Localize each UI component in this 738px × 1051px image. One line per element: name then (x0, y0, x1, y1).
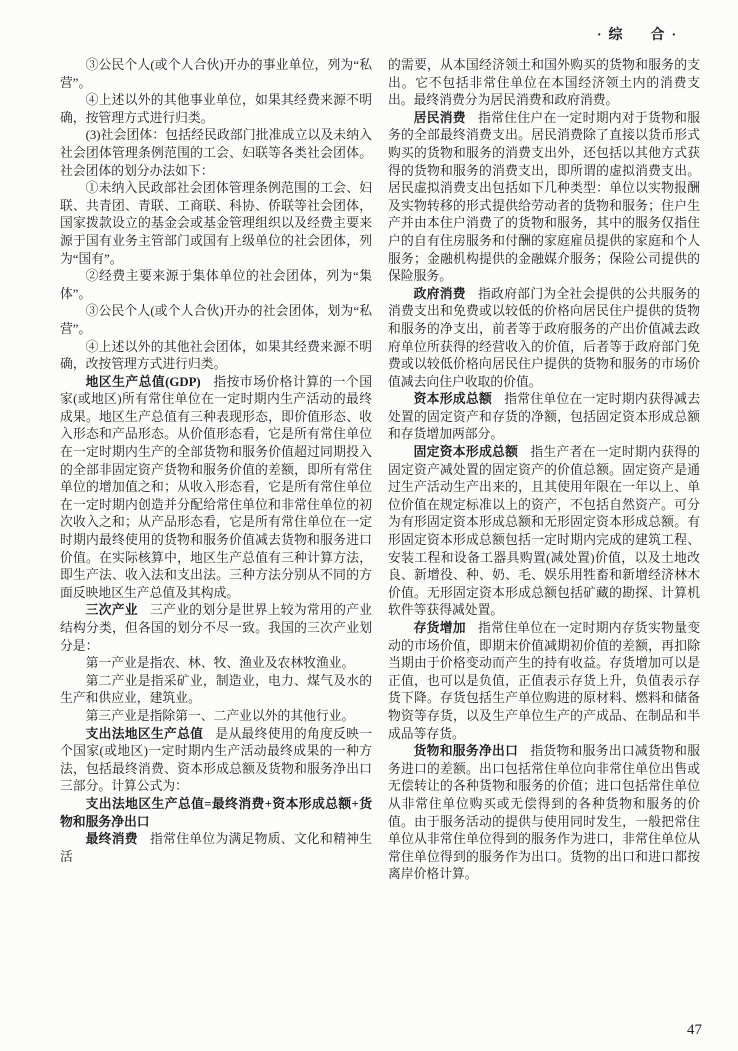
paragraph: 第二产业是指采矿业，制造业，电力、煤气及水的生产和供应业，建筑业。 (60, 673, 372, 706)
entry-term: 政府消费 (413, 286, 466, 301)
glossary-entry: 资本形成总额 指常住单位在一定时期内获得减去处置的固定资产和存货的净额，包括固定资本形成总额和存货增加两部分。 (388, 392, 701, 442)
entry-term: 居民消费 (413, 110, 466, 125)
glossary-entry: 最终消费 指常住单位为满足物质、文化和精神生活 (60, 832, 373, 864)
two-column-text-body (60, 57, 700, 884)
entry-term: 资本形成总额 (413, 392, 493, 407)
page-number: 47 (687, 1022, 702, 1038)
section-header: ·综 合· (596, 28, 684, 43)
left-column (60, 57, 372, 884)
entry-term: 支出法地区生产总值 (85, 726, 204, 741)
right-column (388, 57, 700, 884)
paragraph: ④上述以外的其他事业单位，如果其经费来源不明确，按管理方式进行归类。 (60, 93, 372, 125)
paragraph: ③公民个人(或个人合伙)开办的社会团体，划为“私营”。 (60, 304, 372, 336)
paragraph: 第三产业是指除第一、二产业以外的其他行业。 (85, 708, 355, 723)
glossary-entry: 居民消费 指常住住户在一定时期内对于货物和服务的全部最终消费支出。居民消费除了直接以货币形式购买的货物和服务的消费支出外，还包括以其他方式获得的货物和服务的消费支出，即所谓的虚拟消费支出。居民虚拟消费支出包括如下几种类型：单位以实物报酬及实物转移的形式提供给劳动者的货物和服务；住户生产并由本住户消费了的货物和服务，其中的服务仅指住户的自有住房服务和付酬的家庭雇员提供的家庭和个人服务；金融机构提供的金融媒介服务；保险公司提供的保险服务。 (388, 110, 701, 284)
glossary-entry: 地区生产总值(GDP) 指按市场价格计算的一个国家(或地区)所有常住单位在一定时期内生产活动的最终成果。地区生产总值有三种表现形态，即价值形态、收入形态和产品形态。从价值形态看，它是所有常住单位在一定时期内生产的全部货物和服务价值超过同期投入的全部非固定资产货物和服务价值的差额，即所有常住单位的增加值之和；从收入形态看，它是所有常住单位在一定时期内创造并分配给常住单位和非常住单位的初次收入之和；从产品形态看，它是所有常住单位在一定时期内最终使用的货物和服务价值减去货物和服务进口价值。在实际核算中，地区生产总值有三种计算方法，即生产法、收入法和支出法。三种方法分别从不同的方面反映地区生产总值及其构成。 (60, 374, 372, 600)
paragraph: 第一产业是指农、林、牧、渔业及农林牧渔业。 (85, 656, 355, 671)
paragraph: ④上述以外的其他社会团体，如果其经费来源不明确，改按管理方式进行归类。 (60, 339, 372, 372)
glossary-entry: 支出法地区生产总值 是从最终使用的角度反映一个国家(或地区)一定时期内生产活动最终成果的一种方法，包括最终消费、资本形成总额及货物和服务净出口三部分。计算公式为： (60, 726, 373, 794)
entry-term: 货物和服务净出口 (413, 744, 519, 759)
entry-term: 地区生产总值(GDP) (85, 374, 201, 389)
entry-term: 三次产业 (85, 603, 138, 618)
paragraph: ③公民个人(或个人合伙)开办的事业单位，列为“私营”。 (60, 58, 372, 90)
entry-term: 固定资本形成总额 (413, 445, 519, 460)
entry-term: 最终消费 (85, 832, 138, 847)
paragraph: ②经费主要来源于集体单位的社会团体，列为“集体”。 (60, 269, 372, 301)
glossary-entry: 固定资本形成总额 指生产者在一定时期内获得的固定资产减处置的固定资产的价值总额。固定资产是通过生产活动生产出来的，且其使用年限在一年以上、单位价值在规定标准以上的资产，不包括自然资产。可分为有形固定资本形成总额和无形固定资本形成总额。有形固定资本形成总额包括一定时期内完成的建筑工程、安装工程和设备工器具购置(减处置)价值，以及土地改良、新增役、种、奶、毛、娱乐用牲畜和新增经济林木价值。无形固定资本形成总额包括矿藏的勘探、计算机软件等获得减处置。 (388, 445, 701, 618)
paragraph: (3)社会团体：包括经民政部门批准成立以及未纳入社会团体管理条例范围的工会、妇联等各类社会团体。社会团体的划分办法如下： (60, 128, 372, 178)
glossary-entry: 三次产业 三产业的划分是世界上较为常用的产业结构分类，但各国的划分不尽一致。我国的三次产业划分是： (60, 603, 373, 653)
glossary-entry: 存货增加 指常住单位在一定时期内存货实物量变动的市场价值，即期末价值减期初价值的差额，再扣除当期由于价格变动而产生的持有收益。存货增加可以是正值，也可以是负值，正值表示存货上升，负值表示存货下降。存货包括生产单位购进的原材料、燃料和储备物资等存货，以及生产单位生产的产成品、在制品和半成品等存货。 (388, 621, 701, 741)
paragraph: ①未纳入民政部社会团体管理条例范围的工会、妇联、共青团、青联、工商联、科协、侨联等社会团体，国家拨款设立的基金会或基金管理组织以及经费主要来源于国有业务主管部门或国有上级单位的社会团体，列为“国有”。 (60, 181, 372, 266)
glossary-entry: 货物和服务净出口 指货物和服务出口减货物和服务进口的差额。出口包括常住单位向非常住单位出售或无偿转让的各种货物和服务的价值；进口包括常住单位从非常住单位购买或无偿得到的各种货物和服务的价值。由于服务活动的提供与使用同时发生，一般把常住单位从非常住单位得到的服务作为进口，非常住单位从常住单位得到的服务作为出口。货物的出口和进口都按离岸价格计算。 (388, 744, 701, 882)
paragraph: 的需要，从本国经济领土和国外购买的货物和服务的支出。它不包括非常住单位在本国经济领土内的消费支出。最终消费分为居民消费和政府消费。 (388, 58, 700, 108)
entry-term: 存货增加 (413, 621, 466, 635)
glossary-entry: 政府消费 指政府部门为全社会提供的公共服务的消费支出和免费或以较低的价格向居民住户提供的货物和服务的净支出，前者等于政府服务的产出价值减去政府单位所获得的经营收入的价值，后者等于政府部门免费或以较低价格向居民住户提供的货物和服务的市场价值减去向住户收取的价值。 (388, 286, 701, 389)
paragraph: 支出法地区生产总值=最终消费+资本形成总额+货物和服务净出口 (60, 796, 372, 829)
